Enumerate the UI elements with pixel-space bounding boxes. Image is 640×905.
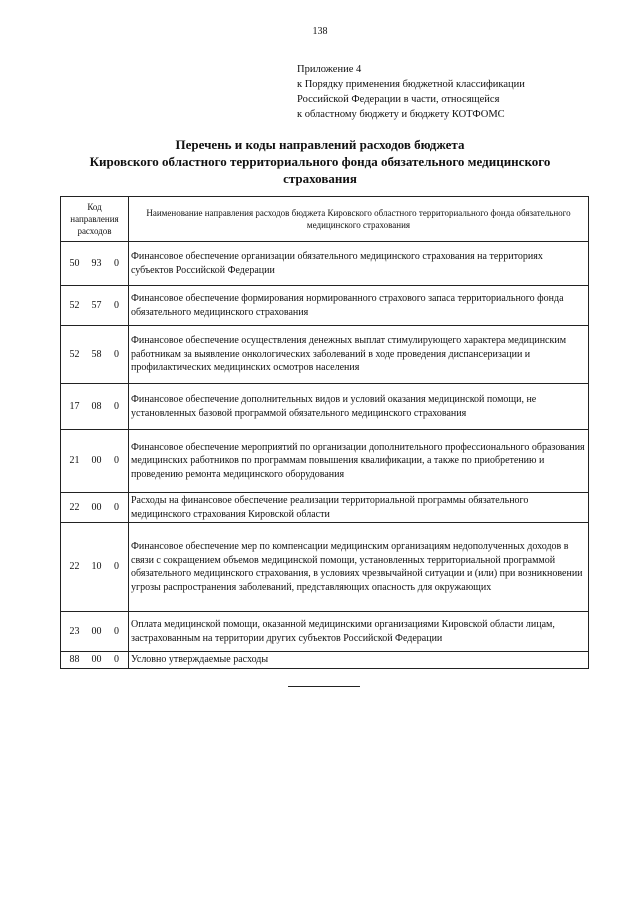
code-cell — [61, 652, 129, 669]
code-part: 58 — [91, 348, 102, 360]
code-part: 17 — [69, 400, 80, 412]
header-name-cell: Наименование направления расходов бюджета Кировского областного территориального фонда обязательного медицинского страхования — [129, 197, 589, 242]
appendix-line: Российской Федерации в части, относящейся — [297, 94, 500, 105]
table-row — [61, 326, 589, 384]
title-line: Кировского областного территориального фонда обязательного медицинского — [89, 154, 551, 169]
table-header-row — [61, 197, 589, 242]
code-part: 0 — [114, 625, 119, 637]
header-code-line: направления — [70, 214, 119, 224]
code-part: 23 — [69, 625, 80, 637]
name-cell: Финансовое обеспечение осуществления денежных выплат стимулирующего характера медицинским работникам за выявление онкологических заболеваний в ходе проведения диспансеризации и профилактических медицинских осмотров населения — [129, 326, 589, 384]
table-row — [61, 384, 589, 430]
name-cell: Расходы на финансовое обеспечение реализации территориальной программы обязательного медицинского страхования Кировской области — [129, 493, 589, 523]
appendix-line: к Порядку применения бюджетной классификации — [297, 79, 525, 90]
code-part: 88 — [69, 654, 80, 665]
title-line: Перечень и коды направлений расходов бюджета — [175, 137, 465, 152]
code-part: 52 — [69, 299, 80, 311]
appendix-note — [297, 62, 525, 122]
code-part: 0 — [114, 299, 119, 311]
code-part: 22 — [69, 501, 80, 513]
code-cell — [61, 523, 129, 612]
code-part: 0 — [114, 348, 119, 360]
header-code-line: Код — [87, 202, 102, 212]
code-part: 93 — [91, 257, 102, 269]
name-cell: Финансовое обеспечение формирования нормированного страхового запаса территориального фонда обязательного медицинского страхования — [129, 286, 589, 326]
table-row — [61, 286, 589, 326]
table-row — [61, 430, 589, 493]
table-row — [61, 612, 589, 652]
code-part: 0 — [114, 455, 119, 467]
title-line: страхования — [283, 171, 357, 186]
code-part: 0 — [114, 400, 119, 412]
code-part: 22 — [69, 561, 80, 573]
appendix-line: Приложение 4 — [297, 64, 362, 75]
header-code-line: расходов — [77, 226, 112, 236]
code-part: 21 — [69, 455, 80, 467]
code-part: 50 — [69, 257, 80, 269]
code-cell — [61, 384, 129, 430]
expense-codes-table — [60, 196, 589, 669]
name-cell: Финансовое обеспечение мероприятий по организации дополнительного профессионального образования медицинских работников по программам повышения квалификации, а также по приобретению и проведению ремонта медицинского оборудования — [129, 430, 589, 493]
code-cell — [61, 430, 129, 493]
code-cell — [61, 326, 129, 384]
code-part: 00 — [91, 501, 102, 513]
code-cell — [61, 493, 129, 523]
table-row — [61, 523, 589, 612]
code-part: 00 — [91, 654, 102, 665]
page-number: 138 — [312, 26, 328, 37]
code-part: 57 — [91, 299, 102, 311]
name-cell: Финансовое обеспечение мер по компенсации медицинским организациям недополученных доходов в связи с сокращением объемов медицинской помощи, установленных территориальной программой обязательного медицинского страхования, в условиях чрезвычайной ситуации и (или) при возникновении угрозы распространения заболеваний, представляющих опасность для окружающих — [129, 523, 589, 612]
code-part: 00 — [91, 625, 102, 637]
appendix-line: к областному бюджету и бюджету КОТФОМС — [297, 109, 505, 120]
code-part: 08 — [91, 400, 102, 412]
code-part: 00 — [91, 455, 102, 467]
code-part: 0 — [114, 561, 119, 573]
code-cell — [61, 612, 129, 652]
document-title — [40, 136, 600, 187]
code-part: 52 — [69, 348, 80, 360]
table-row — [61, 493, 589, 523]
code-part: 10 — [91, 561, 102, 573]
code-part: 0 — [114, 257, 119, 269]
name-cell: Оплата медицинской помощи, оказанной медицинскими организациями Кировской области лицам, застрахованным на территории других субъектов Российской Федерации — [129, 612, 589, 652]
code-cell — [61, 242, 129, 286]
name-cell: Финансовое обеспечение организации обязательного медицинского страхования на территориях субъектов Российской Федерации — [129, 242, 589, 286]
header-code-cell — [61, 197, 129, 242]
code-part: 0 — [114, 501, 119, 513]
end-divider — [288, 686, 360, 687]
name-cell: Финансовое обеспечение дополнительных видов и условий оказания медицинской помощи, не установленных базовой программой обязательного медицинского страхования — [129, 384, 589, 430]
code-cell — [61, 286, 129, 326]
table-row — [61, 652, 589, 669]
code-part: 0 — [114, 654, 119, 665]
table-row — [61, 242, 589, 286]
name-cell: Условно утверждаемые расходы — [129, 652, 589, 669]
